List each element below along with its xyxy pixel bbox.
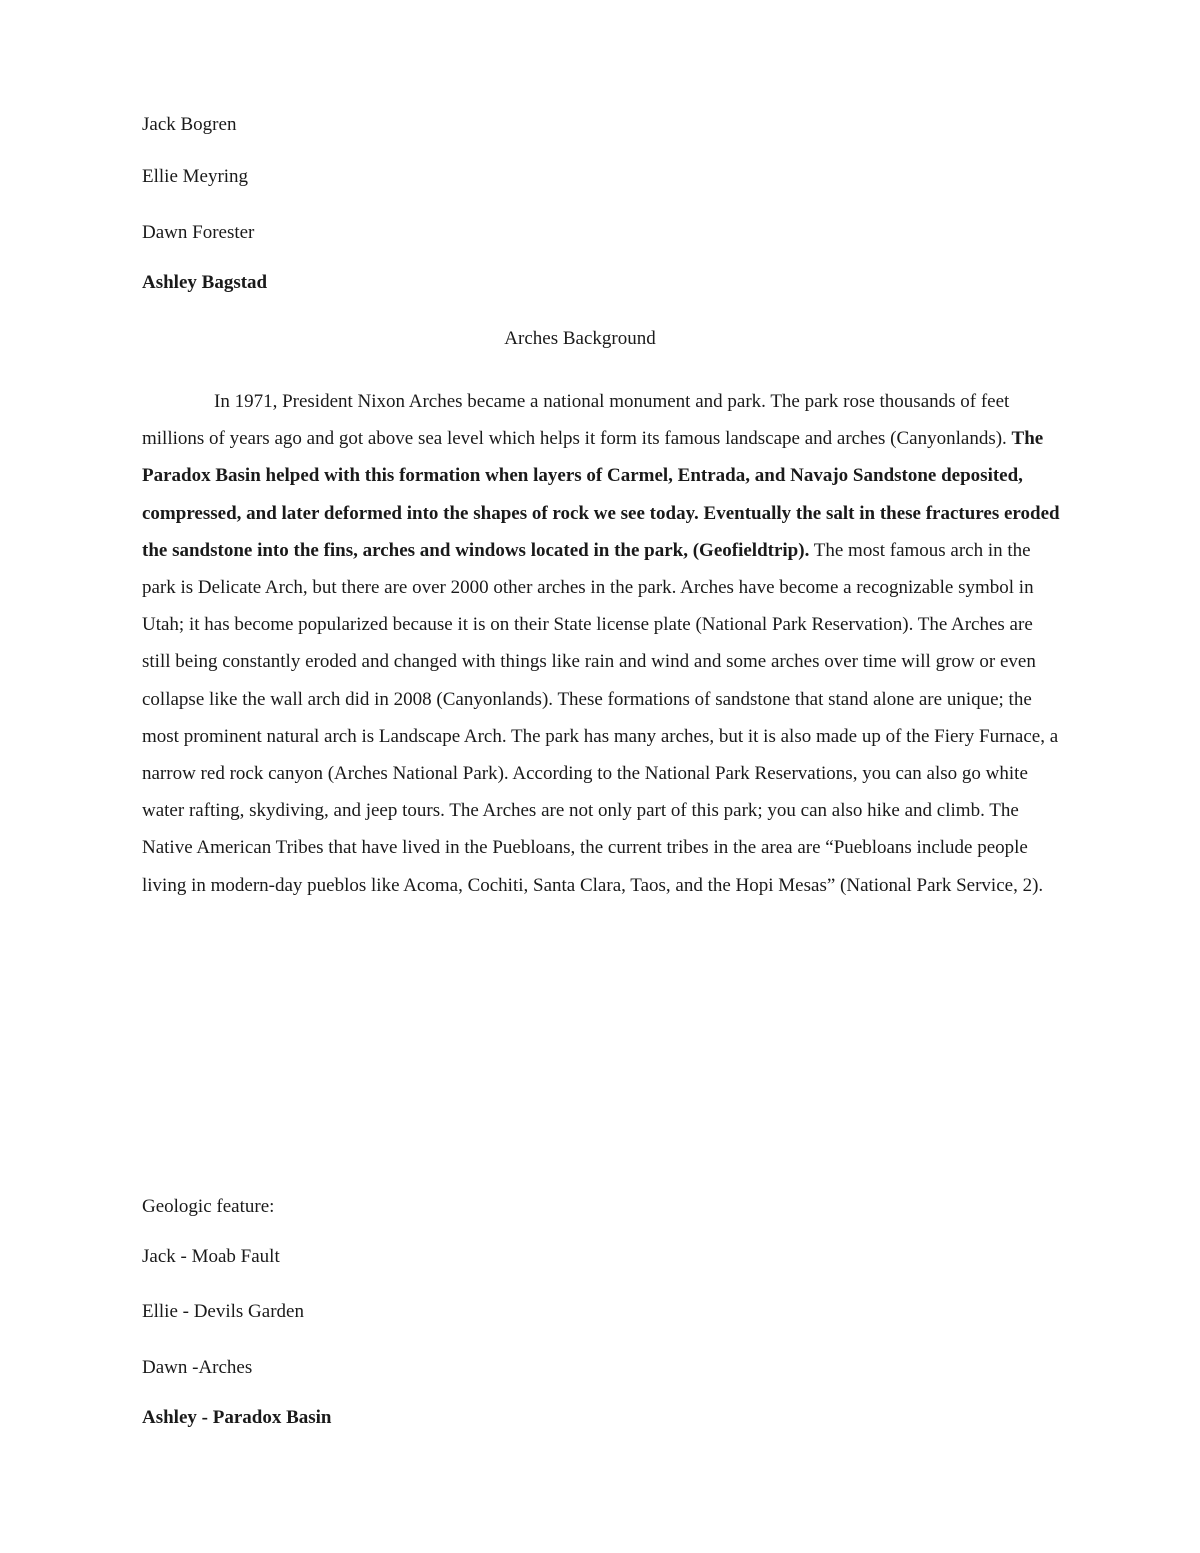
- author-name: Ellie Meyring: [142, 166, 249, 187]
- body-text-bold: The Paradox Basin helped with this formation when layers of Carmel, Entrada, and Navajo Sandstone deposited, compressed, and later deformed into the shapes of rock we see today. Eventually the salt in these fractures eroded the sandstone into the fins, arches and windows located in the park, (Geofieldtrip).: [142, 428, 1060, 561]
- author-name: Dawn Forester: [142, 222, 255, 243]
- author-name: Ashley Bagstad: [142, 272, 268, 293]
- body-text: The most famous arch in the park is Delicate Arch, but there are over 2000 other arches in the park. Arches have become a recognizable symbol in Utah; it has become popularized because it is on their State license plate (National Park Reservation). The Arches are still being constantly eroded and changed with things like rain and wind and some arches over time will grow or even collapse like the wall arch did in 2008 (Canyonlands). These formations of sandstone that stand alone are unique; the most prominent natural arch is Landscape Arch. The park has many arches, but it is also made up of the Fiery Furnace, a narrow red rock canyon (Arches National Park). According to the National Park Reservations, you can also go white water rafting, skydiving, and jeep tours. The Arches are not only part of this park; you can also hike and climb. The Native American Tribes that have lived in the Puebloans, the current tribes in the area are “Puebloans include people living in modern-day pueblos like Acoma, Cochiti, Santa Clara, Taos, and the Hopi Mesas” (National Park Service, 2).: [142, 539, 1059, 896]
- author-name: Jack Bogren: [142, 114, 237, 135]
- feature-item: Jack - Moab Fault: [142, 1246, 280, 1267]
- features-heading: Geologic feature:: [142, 1196, 275, 1217]
- feature-item: Ellie - Devils Garden: [142, 1301, 304, 1322]
- body-text: In 1971, President Nixon Arches became a national monument and park. The park rose thousands of feet millions of years ago and got above sea level which helps it form its famous landscape and arches (Canyonlands).: [142, 391, 1012, 450]
- document-title: Arches Background: [504, 328, 656, 349]
- body-paragraph: [142, 383, 1064, 904]
- feature-item: Dawn -Arches: [142, 1357, 253, 1378]
- feature-item: Ashley - Paradox Basin: [142, 1407, 332, 1428]
